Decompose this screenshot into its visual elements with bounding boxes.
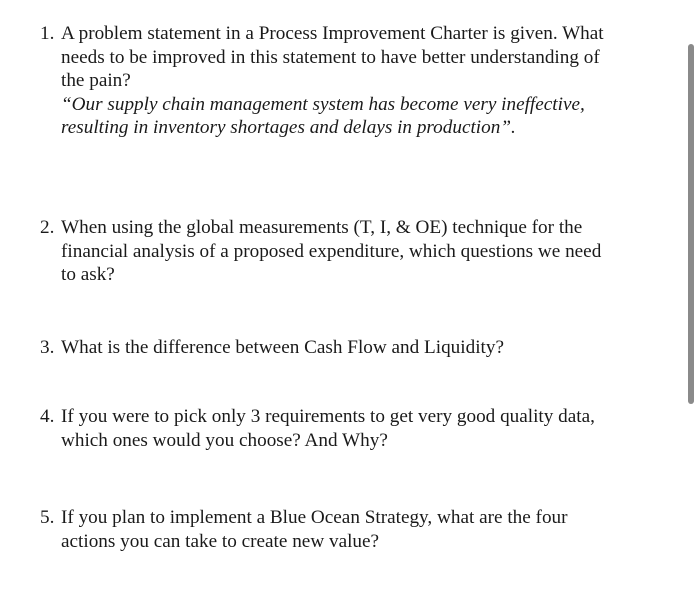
question-text	[61, 216, 660, 287]
question-number: 5.	[40, 507, 55, 528]
question-text	[61, 22, 660, 140]
question-5	[40, 506, 660, 553]
question-line: actions you can take to create new value?	[61, 530, 380, 552]
question-text	[61, 506, 660, 553]
problem-statement-quote-line: “Our supply chain management system has become very ineffective,	[61, 93, 585, 115]
question-text	[61, 405, 660, 452]
question-line: financial analysis of a proposed expenditure, which questions we need	[61, 240, 602, 262]
question-2	[40, 216, 660, 287]
question-line: If you plan to implement a Blue Ocean Strategy, what are the four	[61, 507, 568, 528]
question-3	[40, 336, 660, 360]
question-4	[40, 405, 660, 452]
question-line: the pain?	[61, 70, 131, 91]
question-number: 2.	[40, 217, 55, 238]
question-line: which ones would you choose? And Why?	[61, 429, 388, 451]
question-line: When using the global measurements (T, I, & OE) technique for the	[61, 217, 583, 238]
question-line: If you were to pick only 3 requirements to get very good quality data,	[61, 406, 595, 427]
question-line: What is the difference between Cash Flow and Liquidity?	[61, 337, 504, 358]
problem-statement-quote-line: resulting in inventory shortages and delays in production”.	[61, 117, 516, 138]
question-line: needs to be improved in this statement to have better understanding of	[61, 46, 600, 68]
question-number: 1.	[40, 23, 55, 44]
question-number: 3.	[40, 337, 55, 358]
vertical-scrollbar[interactable]	[688, 44, 694, 404]
question-text	[61, 336, 660, 360]
question-1	[40, 22, 660, 140]
question-number: 4.	[40, 406, 55, 427]
question-line: A problem statement in a Process Improvement Charter is given. What	[61, 23, 604, 44]
question-line: to ask?	[61, 264, 115, 285]
